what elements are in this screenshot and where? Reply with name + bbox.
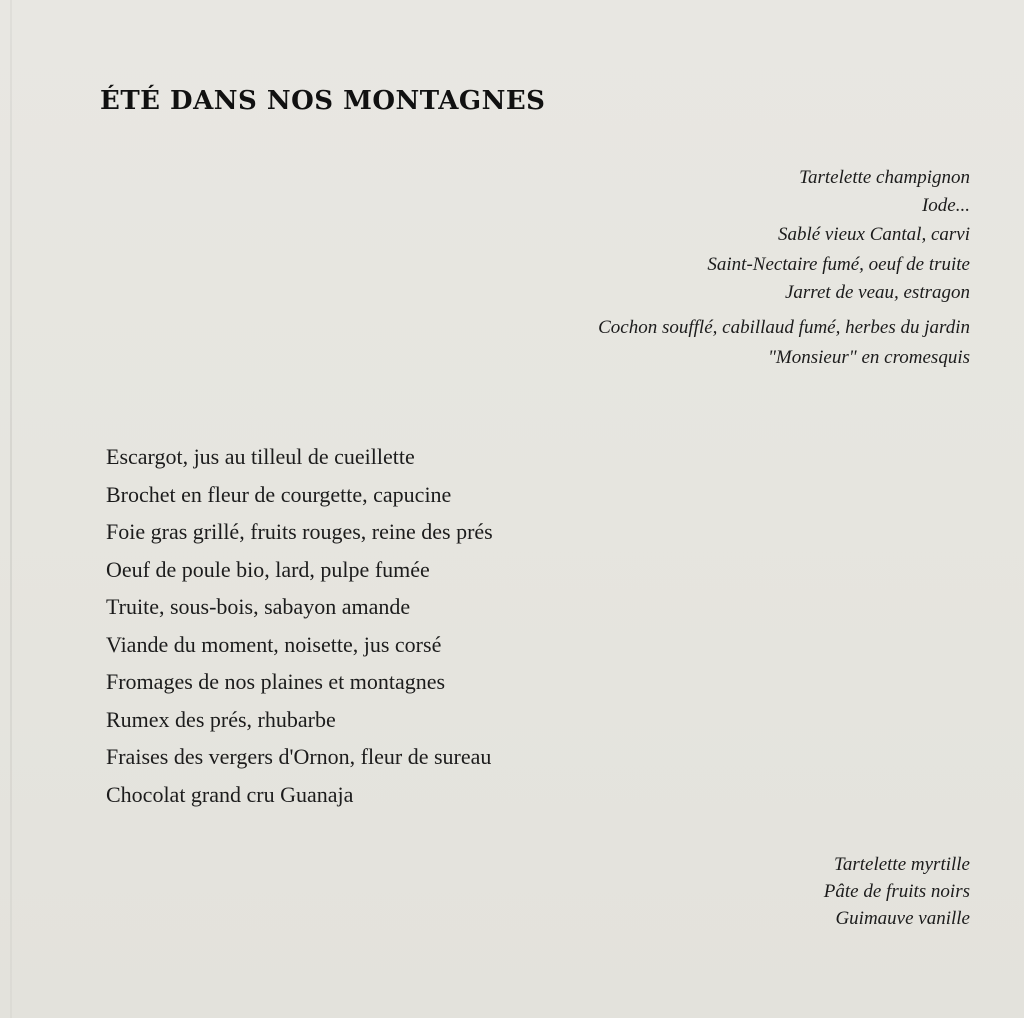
course-item: Viande du moment, noisette, jus corsé xyxy=(106,631,442,657)
menu-title: ÉTÉ DANS NOS MONTAGNES xyxy=(100,86,546,116)
amuse-item: Saint-Nectaire fumé, oeuf de truite xyxy=(707,254,970,275)
course-item: Brochet en fleur de courgette, capucine xyxy=(106,481,452,507)
course-item: Fromages de nos plaines et montagnes xyxy=(106,669,446,694)
course-item: Oeuf de poule bio, lard, pulpe fumée xyxy=(106,556,430,582)
mignardise-item: Tartelette myrtille xyxy=(834,854,970,875)
mignardises-list xyxy=(824,851,970,932)
course-item: Escargot, jus au tilleul de cueillette xyxy=(106,444,415,469)
mignardise-item: Guimauve vanille xyxy=(835,908,970,929)
amuse-item: Tartelette champignon xyxy=(799,167,970,188)
amuse-item: Sablé vieux Cantal, carvi xyxy=(777,224,970,245)
course-list xyxy=(106,446,493,821)
mignardise-item: Pâte de fruits noirs xyxy=(823,881,970,902)
amuse-item: Jarret de veau, estragon xyxy=(784,282,970,303)
amuse-item: Cochon soufflé, cabillaud fumé, herbes du jardin xyxy=(598,317,970,338)
amuse-item: Iode... xyxy=(921,195,970,216)
course-item: Fraises des vergers d'Ornon, fleur de sureau xyxy=(106,744,492,769)
course-item: Foie gras grillé, fruits rouges, reine des prés xyxy=(106,519,493,544)
paper-fold xyxy=(10,0,12,1018)
course-item: Truite, sous-bois, sabayon amande xyxy=(106,594,411,619)
amuse-bouche-list xyxy=(598,168,970,376)
amuse-item: "Monsieur" en cromesquis xyxy=(767,347,970,368)
course-item: Rumex des prés, rhubarbe xyxy=(106,706,336,732)
course-item: Chocolat grand cru Guanaja xyxy=(106,781,354,807)
